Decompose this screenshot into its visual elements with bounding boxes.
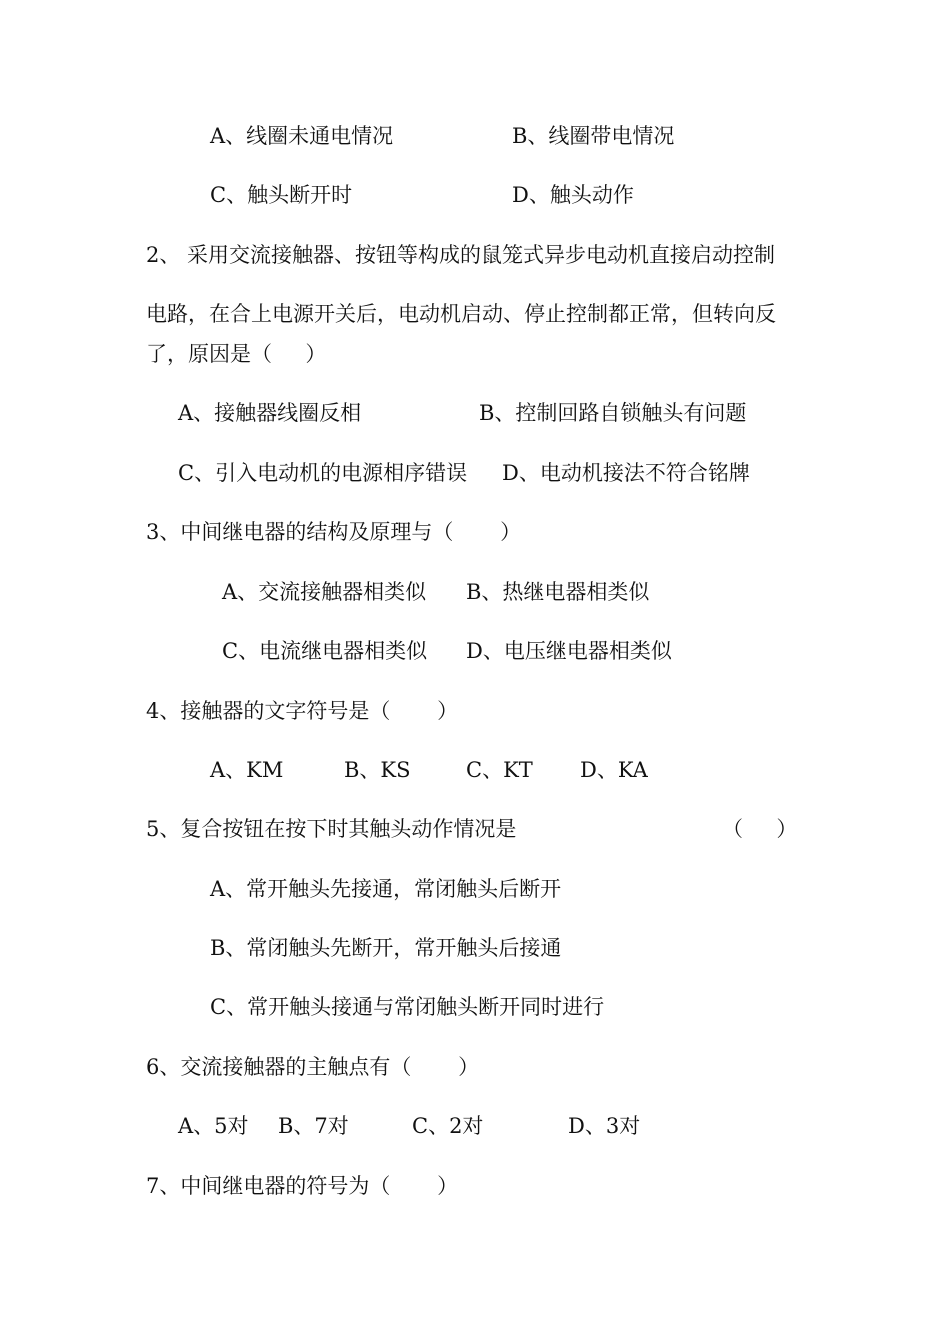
option-c-text: C、触头断开时 <box>210 183 353 207</box>
q2-option-d: D、电动机接法不符合铭牌 <box>502 461 750 485</box>
q6-option-d: D、3对 <box>568 1114 641 1138</box>
q4-option-d: D、KA <box>580 758 648 782</box>
question-3: 3、中间继电器的结构及原理与（ ） <box>146 520 522 544</box>
q3-option-a: A、交流接触器相类似 <box>222 580 427 604</box>
q5-option-c: C、常开触头接通与常闭触头断开同时进行 <box>210 995 605 1019</box>
q6-option-b: B、7对 <box>278 1114 349 1138</box>
q6-option-c: C、2对 <box>412 1114 484 1138</box>
question-7: 7、中间继电器的符号为（ ） <box>146 1174 459 1198</box>
q4-option-b: B、KS <box>344 758 411 782</box>
q4-option-a: A、KM <box>210 758 284 782</box>
q2-option-c: C、引入电动机的电源相序错误 <box>178 461 468 485</box>
q2-option-b: B、控制回路自锁触头有问题 <box>479 401 747 425</box>
question-2-line-2: 电路，在合上电源开关后，电动机启动、停止控制都正常，但转向反 <box>146 302 776 326</box>
q6-option-a: A、5对 <box>178 1114 249 1138</box>
q3-option-b: B、热继电器相类似 <box>466 580 650 604</box>
option-d-text: D、触头动作 <box>512 183 634 207</box>
question-6: 6、交流接触器的主触点有（ ） <box>146 1055 480 1079</box>
option-a-text: A、线圈未通电情况 <box>210 124 394 148</box>
q3-option-d: D、电压继电器相类似 <box>466 639 672 663</box>
question-5-blank: （ ） <box>722 817 798 841</box>
q5-option-b: B、常闭触头先断开，常开触头后接通 <box>210 936 562 960</box>
question-2-line-3: 了，原因是（ ） <box>146 342 327 366</box>
q5-option-a: A、常开触头先接通，常闭触头后断开 <box>210 877 562 901</box>
option-b-text: B、线圈带电情况 <box>512 124 675 148</box>
q3-option-c: C、电流继电器相类似 <box>222 639 428 663</box>
q4-option-c: C、KT <box>466 758 533 782</box>
question-5: 5、复合按钮在按下时其触头动作情况是 <box>146 817 517 841</box>
question-2-line-1: 2、 采用交流接触器、按钮等构成的鼠笼式异步电动机直接启动控制 <box>146 243 776 267</box>
q2-option-a: A、接触器线圈反相 <box>178 401 362 425</box>
question-4: 4、接触器的文字符号是（ ） <box>146 699 459 723</box>
